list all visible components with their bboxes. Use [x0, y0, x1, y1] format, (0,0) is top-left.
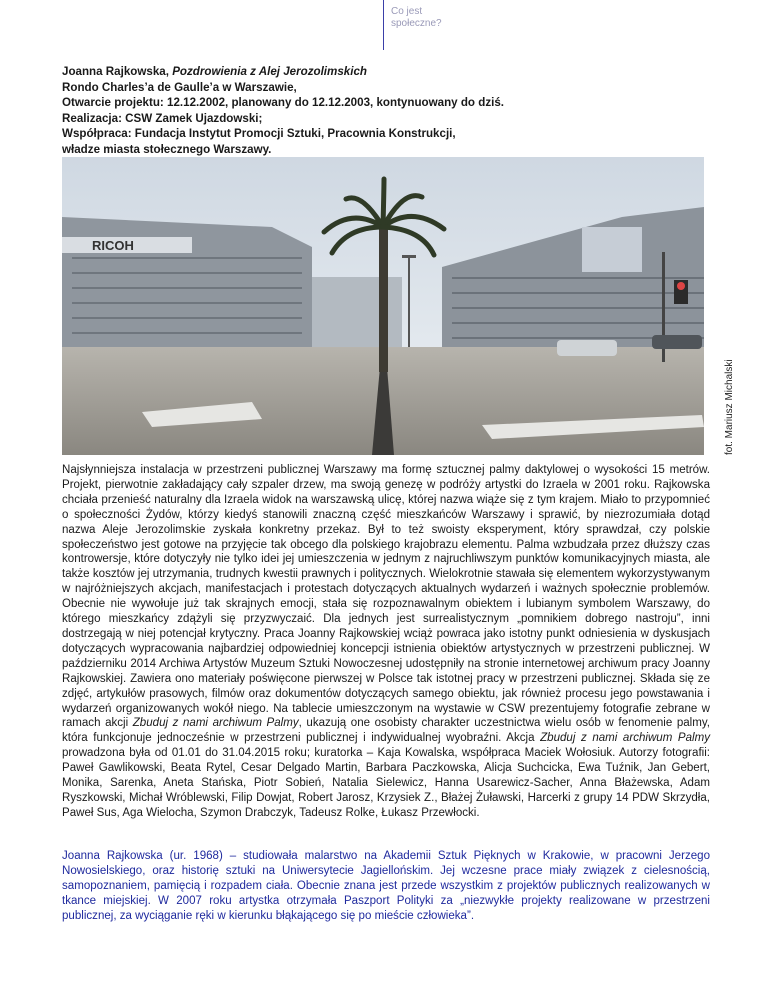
action-name-1: Zbuduj z nami archiwum Palmy [132, 717, 299, 730]
ricoh-sign-text: RICOH [92, 238, 134, 253]
artist-biography: Joanna Rajkowska (ur. 1968) – studiowała malarstwo na Akademii Sztuk Pięknych w Krakowie, w pracowni Jerzego Nowosielskiego, oraz historię sztuki na Uniwersytecie Jagiellońskim. Jej wczesne prace miały związek z cielesnością, samopoznaniem, pamięcią i rozpadem ciała. Obecnie znana jest przede wszystkim z projektów publicznych realizowanych w tkance miejskiej. W 2007 roku artystka otrzymała Paszport Polityki za „niezwykłe projekty realizowane w przestrzeni publicznej, za wyciąganie ręki w kierunku błąkającego się po mieście człowieka”. [62, 850, 710, 922]
header-line-dates: Otwarcie projektu: 12.12.2002, planowany do 12.12.2003, kontynuowany do dziś. [62, 96, 505, 109]
artwork-title: Pozdrowienia z Alej Jerozolimskich [172, 65, 367, 78]
series-label-line-1: Co jest [391, 6, 423, 17]
author-name: Joanna Rajkowska, [62, 65, 173, 78]
action-name-2: Zbuduj z nami archiwum Palmy [540, 732, 710, 745]
header-line-cooperation: Współpraca: Fundacja Instytut Promocji Sztuki, Pracownia Konstrukcji, [62, 127, 456, 140]
series-label [391, 6, 442, 30]
header-line-realization: Realizacja: CSW Zamek Ujazdowski; [62, 111, 263, 125]
artwork-header [62, 64, 712, 157]
header-divider-line [383, 0, 384, 50]
description-text-end: prowadzona była od 01.01 do 31.04.2015 roku; kuratorka – Kaja Kowalska, współpraca Maciek Wołosiuk. Autorzy fotografii: Paweł Gawlikowski, Beata Rytel, Cesar Delgado Martin, Barbara Paczkowska, Alicja Suchcicka, Ewa Tuźnik, Jan Gebert, Monika, Sarenka, Aneta Stańska, Piotr Sobień, Natalia Sielewicz, Hanna Usarewicz-Sacher, Anna Błażewska, Adam Ryszkowski, Michał Wróblewski, Filip Dowjat, Robert Jarosz, Krzysiek Z., Błażej Żuławski, Harcerki z grupy 14 PDW Skrzydła, Paweł Sus, Aga Wielocha, Szymon Drabczyk, Tadeusz Rolke, Łukasz Przewłocki. [62, 747, 710, 819]
header-line-location: Rondo Charles’a de Gaulle’a w Warszawie, [62, 80, 297, 94]
description-text-mid: , ukazują one osobisty charakter uczestnictwa wielu osób w fenomenie palmy, która funkcjonuje jednocześnie w przestrzeni publicznej i indywidualnej wyobraźni. Akcja [62, 717, 710, 745]
header-line-authorities: władze miasta stołecznego Warszawy. [62, 142, 272, 156]
main-description [62, 463, 710, 821]
palm-photograph [62, 157, 704, 455]
photo-credit: fot. Mariusz Michalski [724, 359, 735, 455]
header-line-author [62, 64, 712, 80]
description-text: Najsłynniejsza instalacja w przestrzeni publicznej Warszawy ma formę sztucznej palmy daktylowej o wysokości 15 metrów. Projekt, pierwotnie zakładający cały szpaler drzew, ma swoją genezę w podróży artystki do Izraela w 2001 roku. Rajkowska chciała przenieść naturalny dla Izraela widok na warszawską ulicę, której nazwa wiąże się z tym krajem. Miało to przypomnieć o społeczności Żydów, którzy kiedyś stanowili znaczną część mieszkańców Warszawy i sprawić, by niezrozumiała dotąd nazwa Aleje Jerozolimskie zyskała konkretny przekaz. Był to też swoisty eksperyment, który sprawdzał, czy polskie społeczeństwo jest gotowe na przyjęcie tak obcego dla polskiego krajobrazu elementu. Palma wzbudzała przez dłuższy czas kontrowersje, które dotyczyły nie tylko idei jej umieszczenia w jednym z najruchliwszym punktów komunikacyjnych miasta, ale także kosztów jej utrzymania, trudnych kwestii prawnych i politycznych. Wielokrotnie stawała się elementem wykorzystywanym w najróżniejszych akcjach, manifestacjach i protestach dotyczących aktualnych wydarzeń i ważnych społecznie problemów. Obecnie nie wywołuje już tak skrajnych emocji, stała się rozpoznawalnym obiektem i lubianym symbolem Warszawy, do którego mieszkańcy zdążyli się przyzwyczaić. Dla jednych jest surrealistycznym „pomnikiem dobrego nastroju”, inni dostrzegają w niej potencjał krytyczny. Praca Joanny Rajkowskiej wciąż powraca jako istotny punkt odniesienia w dyskusjach dotyczących wypracowania najbardziej odpowiedniej koncepcji istnienia obiektów artystycznych w przestrzeni publicznej. W październiku 2014 Archiwa Artystów Muzeum Sztuki Nowoczesnej udostępniły na stronie internetowej archiwum pracy Joanny Rajkowskiej. Zawiera ono materiały poświęcone pierwszej w Polsce tak istotnej pracy w przestrzeni publicznej. Składa się ze zdjęć, artykułów prasowych, filmów oraz dokumentów dotyczących samego obiektu, jak również procesu jego powstawania i wydarzeń organizowanych wokół niego. Na tablecie umieszczonym na wystawie w CSW prezentujemy fotografie zebrane w ramach akcji [62, 464, 710, 730]
series-label-line-2: społeczne? [391, 18, 442, 29]
